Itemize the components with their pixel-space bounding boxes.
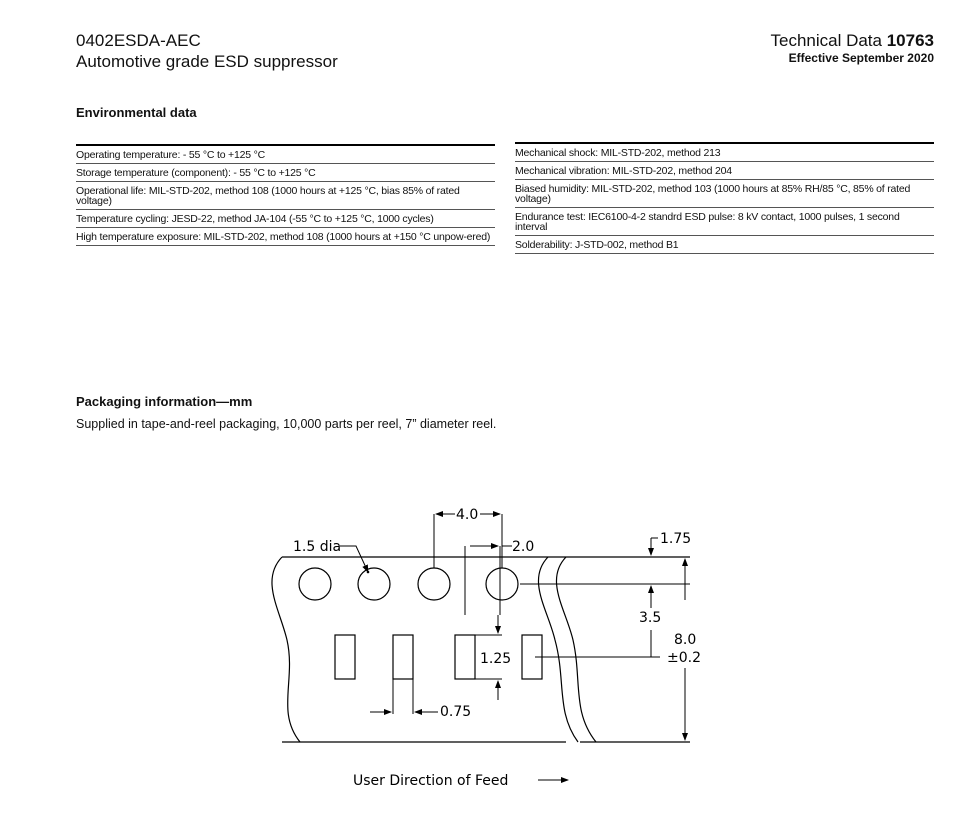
product-subtitle: Automotive grade ESD suppressor [76, 52, 338, 71]
component-pocket [455, 635, 475, 679]
tape-right-break-2 [556, 557, 596, 742]
environmental-heading: Environmental data [76, 105, 197, 120]
env-cell: Temperature cycling: JESD-22, method JA-104 (-55 °C to +125 °C, 1000 cycles) [76, 210, 495, 228]
sprocket-hole [358, 568, 390, 600]
env-cell: Mechanical vibration: MIL-STD-202, method 204 [515, 162, 934, 180]
dim-1-25: 1.25 [480, 651, 512, 667]
part-number: 0402ESDA-AEC [76, 31, 201, 50]
env-cell: Operating temperature: - 55 °C to +125 °C [76, 145, 495, 164]
packaging-description: Supplied in tape-and-reel packaging, 10,000 parts per reel, 7” diameter reel. [76, 417, 497, 431]
dim-edge: 1.75 [660, 531, 692, 547]
component-pocket [393, 635, 413, 679]
env-cell: Operational life: MIL-STD-202, method 108 (1000 hours at +125 °C, bias 85% of rated voltage) [76, 182, 495, 210]
sprocket-hole [418, 568, 450, 600]
component-pocket [335, 635, 355, 679]
tape-right-break [538, 557, 578, 742]
env-cell: High temperature exposure: MIL-STD-202, method 108 (1000 hours at +150 °C unpow-ered) [76, 228, 495, 246]
env-cell: Biased humidity: MIL-STD-202, method 103 (1000 hours at 85% RH/85 °C, 85% of rated voltage) [515, 180, 934, 208]
dim-width-tolerance: ±0.2 [667, 650, 701, 666]
dim-width: 8.0 [674, 632, 697, 648]
technical-data-number: 10763 [886, 31, 934, 50]
env-cell: Storage temperature (component): - 55 °C to +125 °C [76, 164, 495, 182]
sprocket-hole [299, 568, 331, 600]
effective-date: Effective September 2020 [788, 51, 934, 65]
env-cell: Endurance test: IEC6100-4-2 standrd ESD pulse: 8 kV contact, 1000 pulses, 1 second interval [515, 208, 934, 236]
sprocket-hole [486, 568, 518, 600]
env-cell: Solderability: J-STD-002, method B1 [515, 236, 934, 254]
packaging-heading: Packaging information—mm [76, 394, 253, 409]
dim-hole-dia: 1.5 dia [293, 539, 342, 555]
technical-data-prefix: Technical Data [770, 31, 887, 50]
tape-left-break [272, 557, 300, 742]
dim-pitch: 4.0 [456, 507, 479, 523]
dim-2-0: 2.0 [512, 539, 535, 555]
env-cell: Mechanical shock: MIL-STD-202, method 213 [515, 143, 934, 162]
dim-3-5: 3.5 [639, 610, 662, 626]
feed-direction-label: User Direction of Feed [353, 773, 509, 789]
dim-0-75: 0.75 [440, 704, 472, 720]
